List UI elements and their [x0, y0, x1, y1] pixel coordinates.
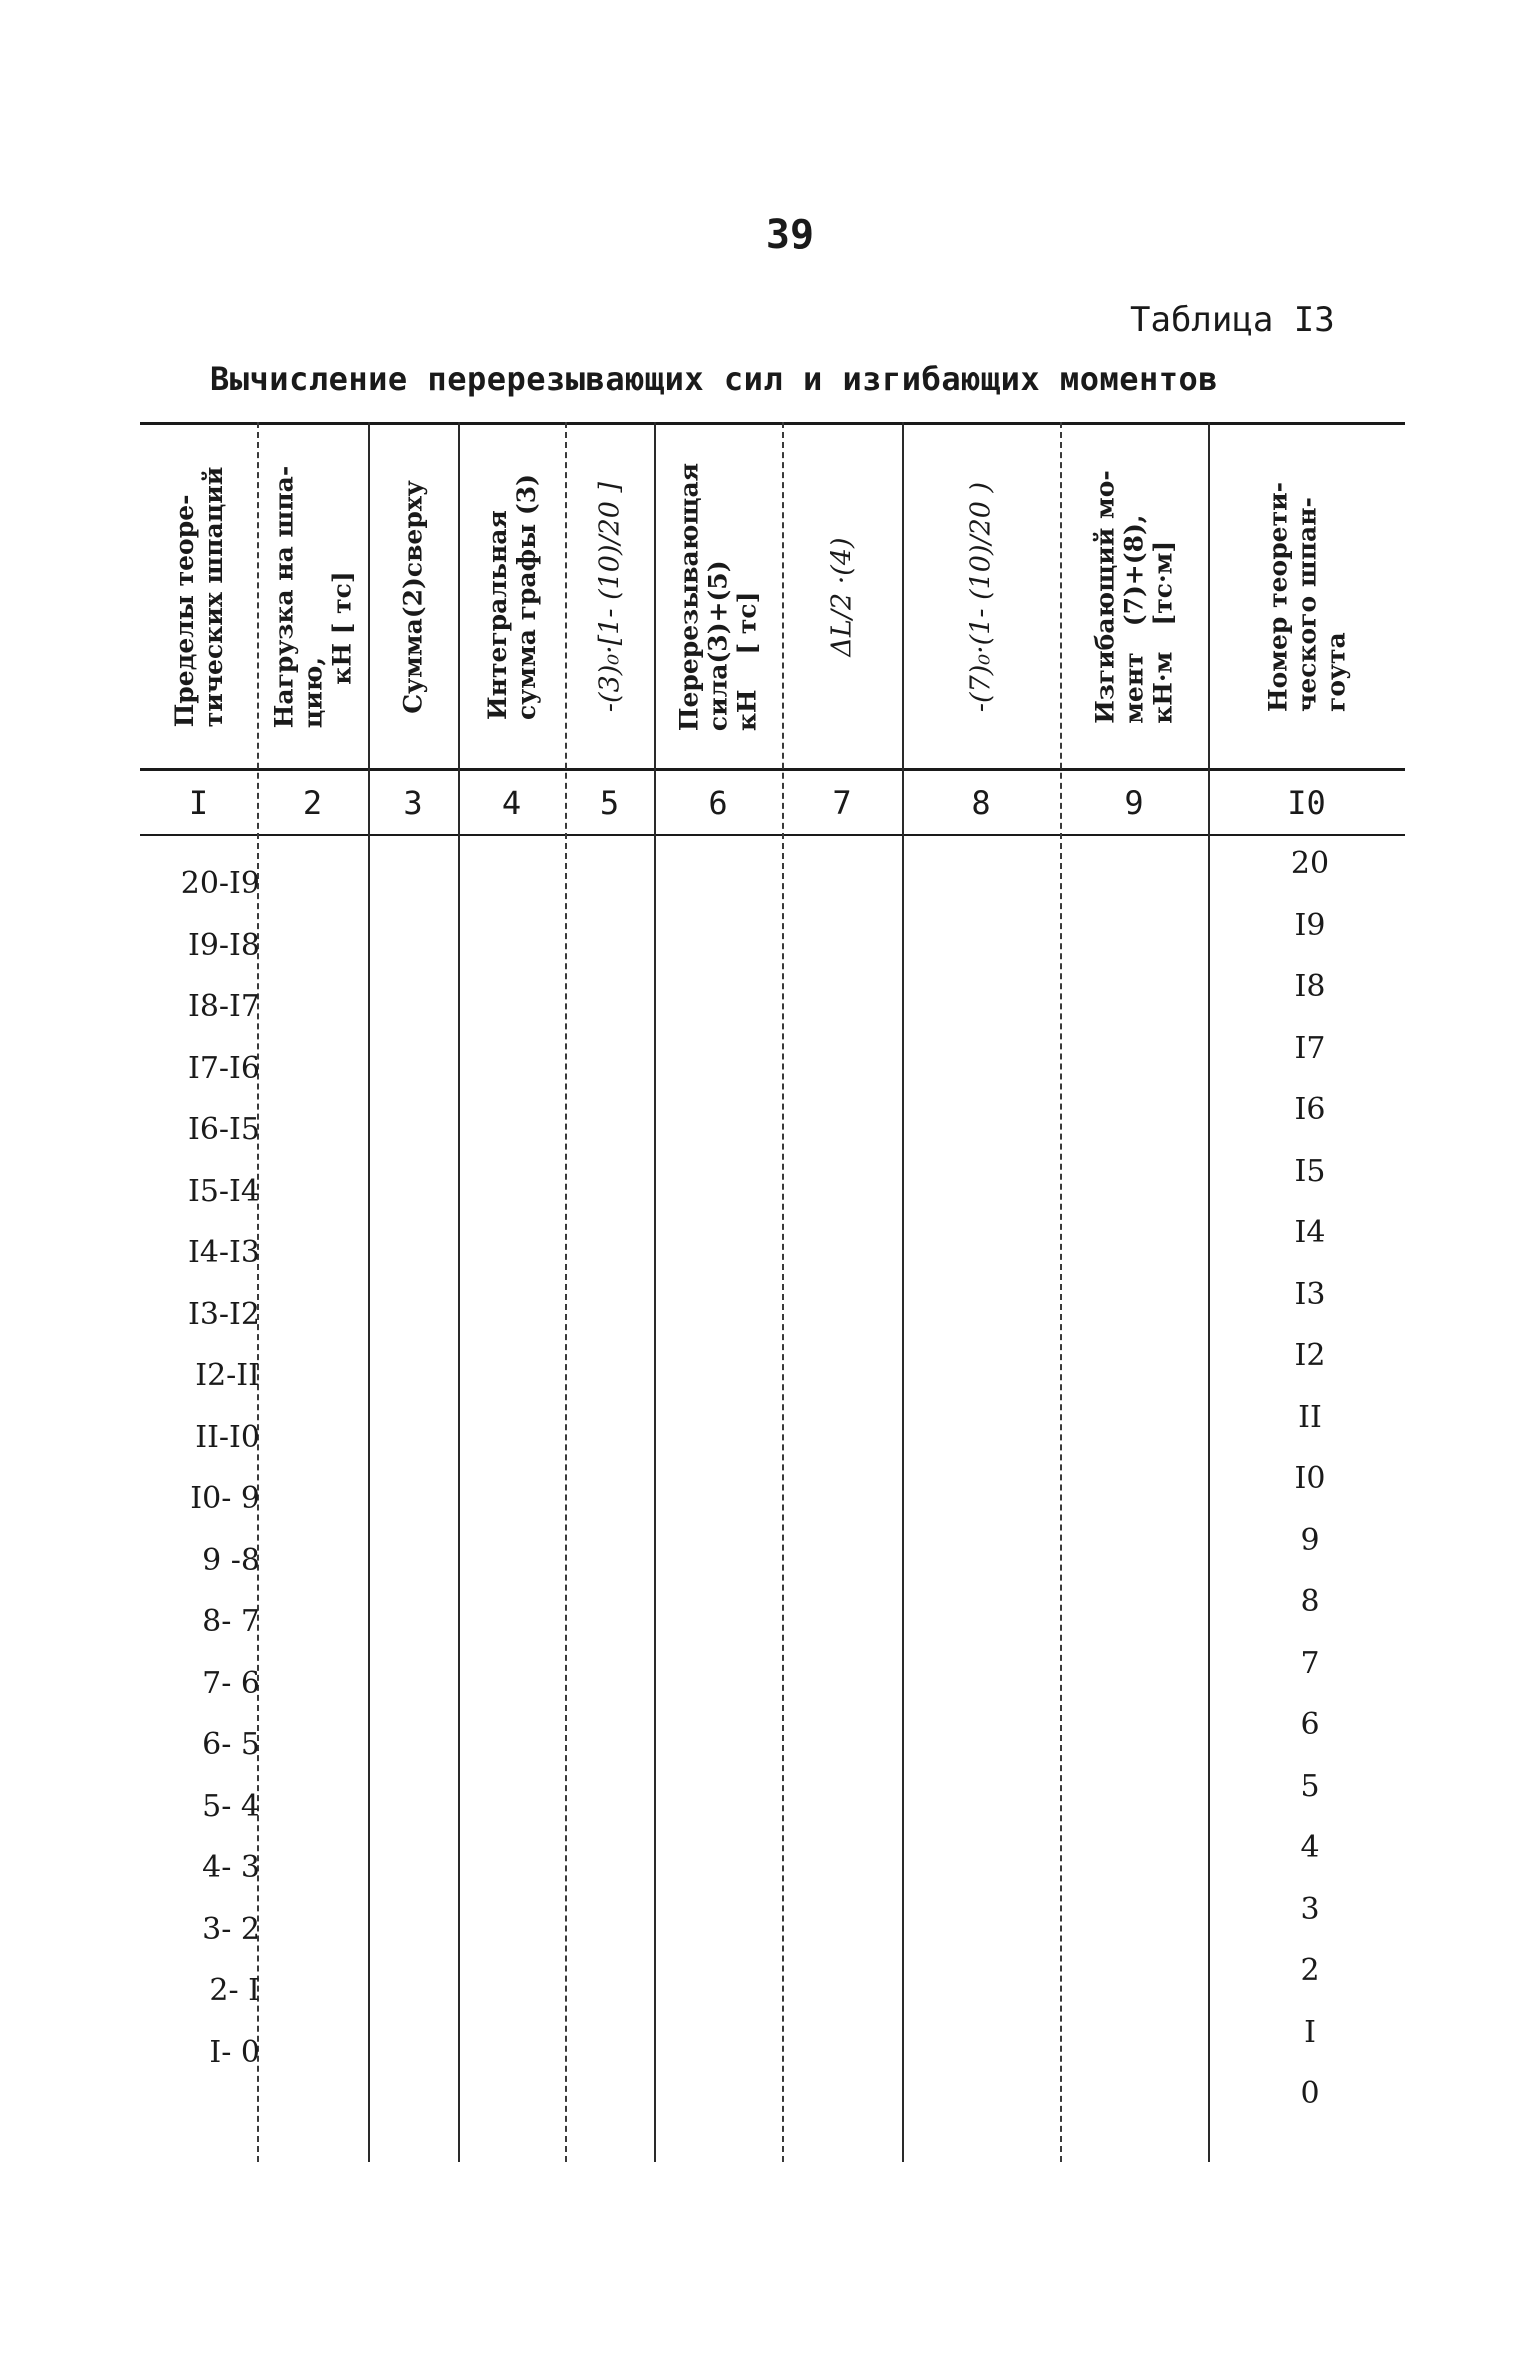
frame-number: I	[1304, 2014, 1316, 2050]
column-header	[1208, 432, 1405, 762]
column-header	[140, 432, 257, 762]
column-header	[458, 432, 565, 762]
spacing-range: 4- 3	[202, 1850, 260, 1885]
spacing-range: I- 0	[209, 2034, 260, 2070]
frame-number: I7	[1294, 1030, 1326, 1066]
column-header	[257, 432, 368, 762]
frame-number: 6	[1300, 1707, 1320, 1742]
spacing-range: I9-I8	[187, 927, 260, 963]
frame-number: 2	[1300, 1953, 1320, 1988]
column-header	[1060, 432, 1208, 762]
spacing-range: I6-I5	[187, 1112, 260, 1147]
frame-number: I0	[1294, 1461, 1326, 1496]
column-header-text: Интегральная сумма графы (3)	[482, 474, 541, 720]
spacing-range: 7- 6	[202, 1665, 260, 1701]
column-header	[565, 432, 654, 762]
spacing-range: 20-I9	[180, 866, 260, 901]
spacing-range: I7-I6	[187, 1050, 260, 1086]
column-header-text: Нагрузка на шпа- цию, кН [ тс]	[269, 465, 356, 729]
spacing-range: 8- 7	[202, 1604, 260, 1639]
header-bottom-rule	[140, 768, 1405, 771]
column-number: 6	[708, 784, 728, 822]
spacing-range: 6- 5	[202, 1727, 260, 1762]
frame-number: I2	[1294, 1338, 1326, 1373]
frame-number: I3	[1294, 1276, 1326, 1312]
frame-number: I9	[1294, 907, 1326, 943]
spacing-range: I3-I2	[187, 1296, 260, 1332]
column-header-text: Изгибающий мо- мент (7)+(8), кН·м [тс·м]	[1090, 470, 1178, 724]
column-header	[654, 432, 782, 762]
frame-number: 9	[1300, 1522, 1320, 1558]
column-header-text: Сумма(2)сверху	[398, 480, 428, 714]
frame-number: 3	[1300, 1891, 1320, 1927]
frame-number: 0	[1300, 2076, 1320, 2111]
column-number: 5	[599, 784, 620, 822]
spacing-range: I4-I3	[187, 1235, 260, 1270]
column-number: 8	[971, 784, 991, 822]
column-header-text: -(7)₀·(1- (10)/20 )	[965, 481, 997, 713]
calculation-table	[140, 416, 1405, 2176]
spacing-range: 5- 4	[202, 1788, 260, 1824]
column-header-text: -(3)₀·[1- (10)/20 ]	[594, 481, 625, 713]
column-number: 2	[302, 784, 323, 822]
frame-number: 4	[1300, 1830, 1320, 1865]
spacing-range: 3- 2	[202, 1911, 260, 1947]
column-number: 4	[501, 784, 522, 822]
table-top-rule	[140, 422, 1405, 425]
frame-number: II	[1298, 1399, 1322, 1435]
frame-number: 20	[1290, 846, 1330, 881]
table-title: Вычисление перерезывающих сил и изгибающих моментов	[210, 360, 1219, 398]
frame-number: 7	[1300, 1645, 1320, 1681]
spacing-range: II-I0	[195, 1419, 260, 1455]
column-header	[782, 432, 902, 762]
frame-number: 8	[1300, 1584, 1320, 1619]
column-number: 7	[832, 784, 852, 822]
column-number: I	[188, 784, 209, 822]
frame-number: I4	[1294, 1215, 1326, 1250]
column-header	[368, 432, 458, 762]
table-label: Таблица I3	[1130, 300, 1335, 340]
column-header-text: ΔL/2 ·(4)	[826, 537, 858, 657]
spacing-range: I2-II	[195, 1358, 260, 1393]
column-header	[902, 432, 1060, 762]
frame-number: I8	[1294, 969, 1326, 1004]
spacing-range: 9 -8	[202, 1542, 260, 1578]
spacing-range: I0- 9	[190, 1481, 260, 1516]
spacing-range: I8-I7	[187, 989, 260, 1024]
column-number: 9	[1124, 784, 1144, 822]
column-number: I0	[1287, 784, 1326, 822]
frame-number: I6	[1294, 1092, 1326, 1127]
frame-number: I5	[1294, 1153, 1326, 1189]
column-header-text: Пределы теоре- тических шпаций	[169, 466, 228, 728]
frame-number: 5	[1300, 1768, 1320, 1804]
spacing-range: I5-I4	[187, 1173, 260, 1209]
column-number: 3	[403, 784, 423, 822]
column-header-text: Перерезывающая сила(3)+(5) кН [ тс]	[674, 462, 762, 732]
column-number-rule	[140, 834, 1405, 836]
column-header-text: Номер теорети- ческого шпан- гоута	[1263, 482, 1350, 712]
page-number: 39	[765, 212, 815, 258]
spacing-range: 2- I	[209, 1973, 260, 2008]
